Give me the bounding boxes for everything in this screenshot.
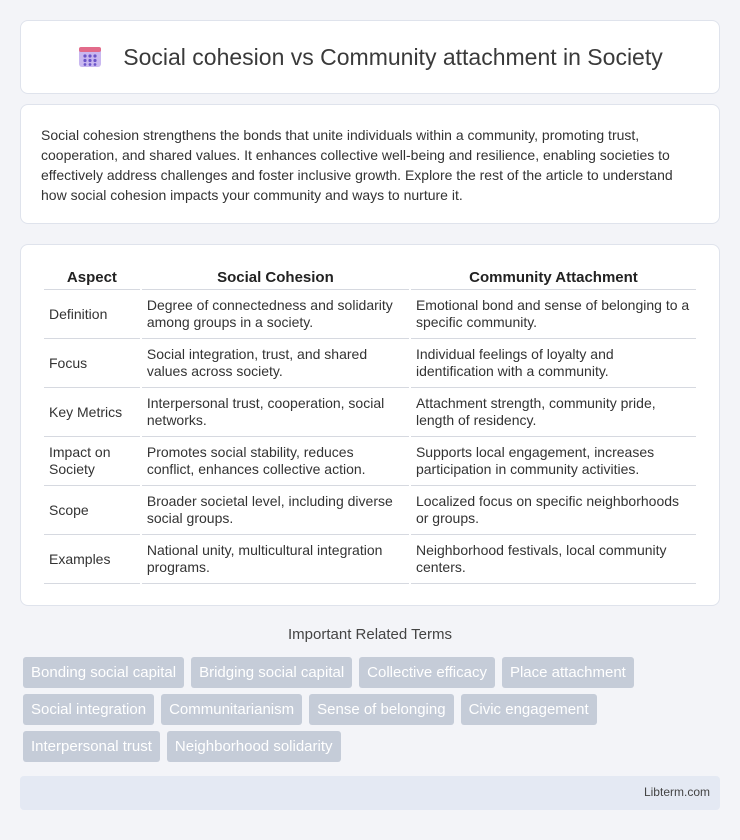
cell-aspect: Focus <box>44 339 140 388</box>
comparison-card <box>20 244 720 606</box>
related-term-tag[interactable]: Place attachment <box>502 657 634 688</box>
header-social-cohesion: Social Cohesion <box>142 265 409 290</box>
related-term-tag[interactable]: Bridging social capital <box>191 657 352 688</box>
related-term-tag[interactable]: Civic engagement <box>461 694 597 725</box>
table-row <box>44 486 696 535</box>
page-title: Social cohesion vs Community attachment in Society <box>123 43 663 70</box>
related-term-tag[interactable]: Sense of belonging <box>309 694 453 725</box>
related-term-tag[interactable]: Neighborhood solidarity <box>167 731 341 762</box>
footer <box>20 776 720 810</box>
cell-community-attachment: Individual feelings of loyalty and identification with a community. <box>411 339 696 388</box>
cell-community-attachment: Attachment strength, community pride, length of residency. <box>411 388 696 437</box>
cell-social-cohesion: Broader societal level, including diverse social groups. <box>142 486 409 535</box>
cell-social-cohesion: Social integration, trust, and shared values across society. <box>142 339 409 388</box>
related-term-tag[interactable]: Social integration <box>23 694 154 725</box>
related-term-tag[interactable]: Bonding social capital <box>23 657 184 688</box>
table-row <box>44 437 696 486</box>
table-header-row <box>44 265 696 290</box>
header-aspect: Aspect <box>44 265 140 290</box>
cell-community-attachment: Localized focus on specific neighborhoods or groups. <box>411 486 696 535</box>
cell-aspect: Key Metrics <box>44 388 140 437</box>
abacus-icon <box>77 44 103 70</box>
cell-aspect: Definition <box>44 290 140 339</box>
cell-community-attachment: Emotional bond and sense of belonging to a specific community. <box>411 290 696 339</box>
related-term-tag[interactable]: Interpersonal trust <box>23 731 160 762</box>
comparison-table <box>42 265 698 584</box>
table-row <box>44 290 696 339</box>
related-terms-list <box>23 657 723 768</box>
header-community-attachment: Community Attachment <box>411 265 696 290</box>
cell-aspect: Impact on Society <box>44 437 140 486</box>
table-row <box>44 339 696 388</box>
intro-text: Social cohesion strengthens the bonds that unite individuals within a community, promoting trust, cooperation, and shared values. It enhances collective well-being and resilience, enabling societies to effectively address challenges and foster inclusive growth. Explore the rest of the article to understand how social cohesion impacts your community and ways to nurture it. <box>41 127 673 203</box>
intro-card <box>20 104 720 224</box>
cell-social-cohesion: Promotes social stability, reduces conflict, enhances collective action. <box>142 437 409 486</box>
cell-aspect: Scope <box>44 486 140 535</box>
related-terms-title: Important Related Terms <box>288 626 452 643</box>
cell-social-cohesion: National unity, multicultural integration programs. <box>142 535 409 584</box>
table-row <box>44 535 696 584</box>
cell-social-cohesion: Degree of connectedness and solidarity among groups in a society. <box>142 290 409 339</box>
cell-social-cohesion: Interpersonal trust, cooperation, social networks. <box>142 388 409 437</box>
footer-site-link[interactable]: Libterm.com <box>643 785 710 799</box>
title-card <box>20 20 720 94</box>
related-term-tag[interactable]: Collective efficacy <box>359 657 495 688</box>
related-term-tag[interactable]: Communitarianism <box>161 694 302 725</box>
cell-community-attachment: Supports local engagement, increases participation in community activities. <box>411 437 696 486</box>
cell-community-attachment: Neighborhood festivals, local community centers. <box>411 535 696 584</box>
table-row <box>44 388 696 437</box>
cell-aspect: Examples <box>44 535 140 584</box>
